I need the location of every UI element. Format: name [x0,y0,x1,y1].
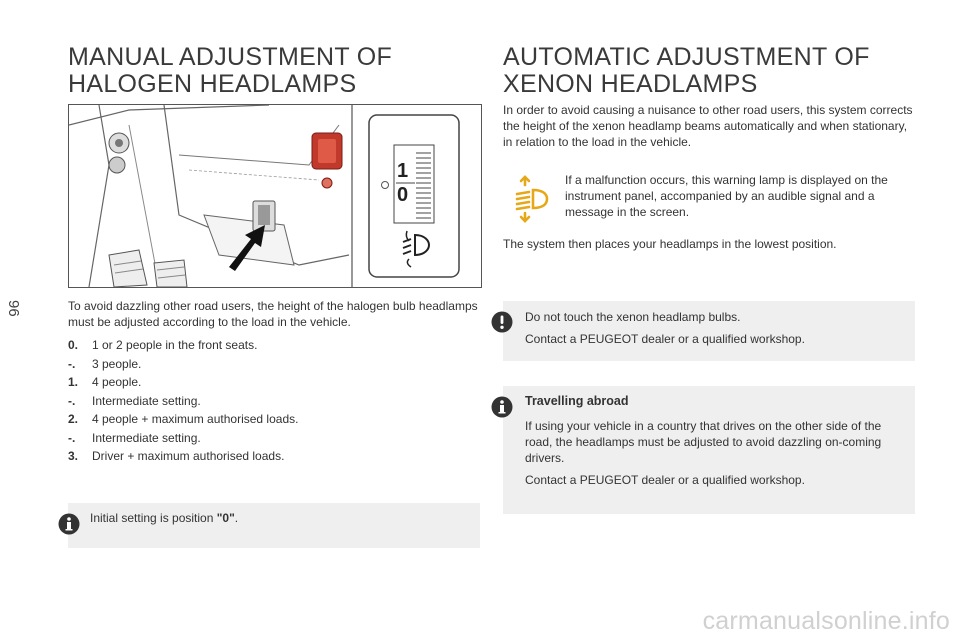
note-text [90,511,238,525]
section-title-automatic [503,44,923,98]
list-item [68,410,478,429]
list-item [68,336,478,355]
warning-exclamation-icon [491,311,513,333]
dashboard-illustration [68,104,482,288]
note-suffix: . [234,511,239,525]
watermark: carmanualsonline.info [702,607,950,635]
info-icon [491,396,513,418]
title-line: XENON HEADLAMPS [503,70,758,98]
list-key: 0. [68,338,79,352]
box-body [525,309,895,353]
list-text: 1 or 2 people in the front seats. [92,338,258,352]
list-item [68,355,478,374]
list-text: Intermediate setting. [92,430,201,445]
list-text: Driver + maximum authorised loads. [92,449,285,463]
section-title-manual [68,44,468,98]
malfunction-warning [503,172,915,232]
position-list [68,336,478,466]
manual-intro-text: To avoid dazzling other road users, the height of the halogen bulb headlamps must be adjusted according to the load in the vehicle. [68,299,478,329]
list-text: 4 people. [92,375,142,389]
abroad-line: Contact a PEUGEOT dealer or a qualified workshop. [525,473,805,487]
title-line: MANUAL ADJUSTMENT OF [68,43,393,71]
list-key: 3. [68,449,79,463]
list-text: 3 people. [92,356,142,371]
list-key: -. [68,430,76,445]
list-key: -. [68,393,76,408]
caution-line: Contact a PEUGEOT dealer or a qualified workshop. [525,332,805,346]
list-text: Intermediate setting. [92,393,201,408]
title-line: HALOGEN HEADLAMPS [68,70,357,98]
title-line: AUTOMATIC ADJUSTMENT OF [503,43,870,71]
lowest-position-text: The system then places your headlamps in the lowest position. [503,237,837,251]
list-item [68,392,478,411]
caution-line: Do not touch the xenon headlamp bulbs. [525,310,741,324]
list-key: 2. [68,412,79,426]
list-item [68,447,478,466]
list-key: 1. [68,375,79,389]
list-key: -. [68,356,76,371]
list-text: 4 people + maximum authorised loads. [92,412,299,426]
note-prefix: Initial setting is position [90,511,217,525]
headlamp-warning-lamp-icon [509,174,559,224]
list-item [68,429,478,448]
travelling-abroad-box [503,386,915,514]
info-icon [58,513,80,535]
illustration-digit-0: 0 [397,184,409,206]
box-title: Travelling abroad [525,394,629,408]
abroad-line: If using your vehicle in a country that drives on the other side of the road, the headlamps must be adjusted to avoid dazzling on-coming drivers. [525,419,882,465]
initial-setting-note [68,503,480,548]
bulb-caution-box [503,301,915,361]
illustration-digit-1: 1 [397,160,409,182]
page-number: 96 [5,300,22,317]
automatic-intro-text: In order to avoid causing a nuisance to other road users, this system corrects the height of the xenon headlamp beams automatically and when stationary, in relation to the load in the vehicle. [503,103,913,149]
box-body [525,394,895,494]
warning-text: If a malfunction occurs, this warning lamp is displayed on the instrument panel, accompanied by an audible signal and a message in the screen. [565,173,888,219]
dashboard-drawing [69,105,481,287]
list-item [68,373,478,392]
note-bold-value: "0" [216,511,235,525]
